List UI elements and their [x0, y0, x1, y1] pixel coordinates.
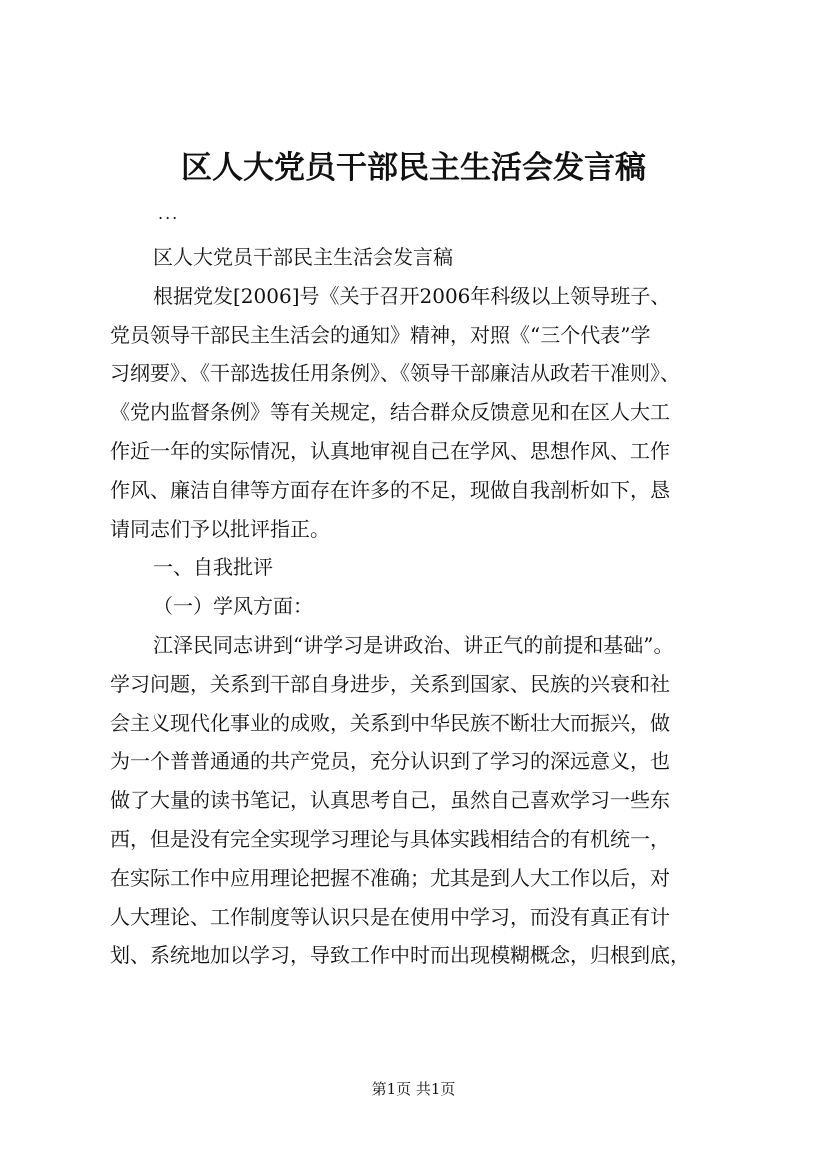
body-line: 一、自我批评 [153, 555, 273, 580]
document-title: 区人大党员干部民主生活会发言稿 [181, 150, 646, 186]
body-line: 江泽民同志讲到“讲学习是讲政治、讲正气的前提和基础”。 [153, 632, 674, 657]
body-line: 在实际工作中应用理论把握不准确；尤其是到人大工作以后，对 [110, 865, 670, 890]
body-line: 根据党发[2006]号《关于召开2006年科级以上领导班子、 [153, 283, 671, 308]
body-line: 请同志们予以批评指正。 [110, 516, 330, 541]
body-line: 习纲要》、《干部选拔任用条例》、《领导干部廉洁从政若干准则》、 [110, 361, 680, 386]
body-line: 做了大量的读书笔记，认真思考自己，虽然自己喜欢学习一些东 [110, 788, 670, 813]
body-line: 划、系统地加以学习，导致工作中时而出现模糊概念，归根到底， [110, 943, 690, 968]
body-line: 会主义现代化事业的成败，关系到中华民族不断壮大而振兴，做 [110, 710, 670, 735]
page-footer: 第1页 共1页 [371, 1080, 456, 1098]
body-line: 学习问题，关系到干部自身进步，关系到国家、民族的兴衰和社 [110, 671, 670, 696]
body-line: （一）学风方面： [153, 594, 313, 619]
ellipsis-marker: ... [158, 204, 180, 223]
body-line: 作风、廉洁自律等方面存在许多的不足，现做自我剖析如下，恳 [110, 477, 670, 502]
body-line: 西，但是没有完全实现学习理论与具体实践相结合的有机统一， [110, 826, 670, 851]
body-line: 党员领导干部民主生活会的通知》精神，对照《“三个代表”学 [110, 322, 651, 347]
body-line: 作近一年的实际情况，认真地审视自己在学风、思想作风、工作 [110, 438, 670, 463]
body-line: 区人大党员干部民主生活会发言稿 [153, 245, 453, 269]
body-line: 为一个普普通通的共产党员，充分认识到了学习的深远意义，也 [110, 749, 670, 774]
body-line: 《党内监督条例》等有关规定，结合群众反馈意见和在区人大工 [110, 400, 670, 425]
document-body [110, 238, 750, 975]
body-line: 人大理论、工作制度等认识只是在使用中学习，而没有真正有计 [110, 904, 670, 929]
